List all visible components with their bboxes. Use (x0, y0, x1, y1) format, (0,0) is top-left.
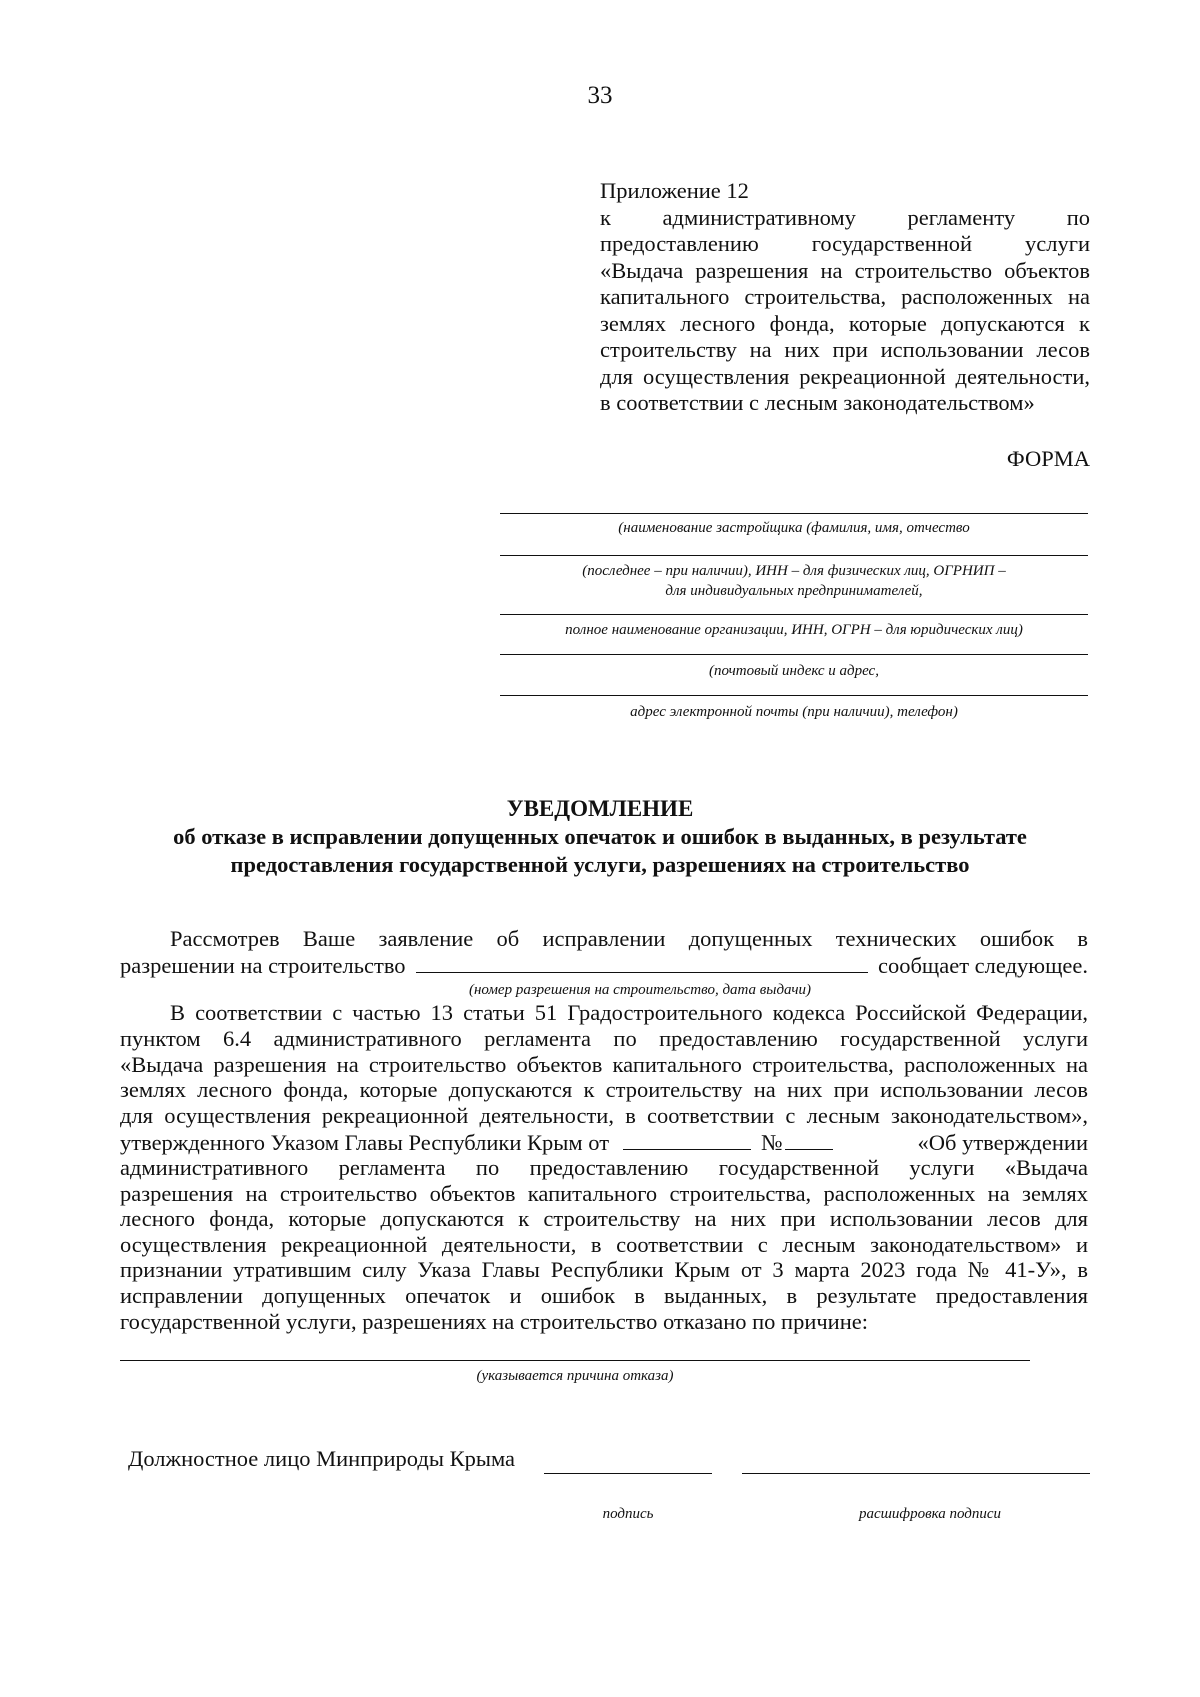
applicant-caption: (последнее – при наличии), ИНН – для физических лиц, ОГРНИП – (582, 563, 1006, 579)
reason-field[interactable] (120, 1360, 1030, 1361)
paragraph-text: осуществления рекреационной деятельности, в соответствии с лесным законодательством» и (120, 1231, 1088, 1257)
paragraph-text: административного регламента по предоставлению государственной услуги «Выдача (120, 1155, 1088, 1180)
decree-number-field[interactable] (785, 1129, 833, 1150)
paragraph-text: «Об утверждении (917, 1130, 1088, 1155)
paragraph-text: сообщает следующее. (877, 953, 1088, 978)
appendix-line: Приложение 12 (600, 178, 749, 203)
appendix-line: «Выдача разрешения на строительство объектов (600, 257, 1090, 283)
appendix-line: для осуществления рекреационной деятельности, (600, 363, 1090, 389)
title-subtitle: предоставления государственной услуги, разрешениях на строительство (230, 852, 970, 877)
applicant-line (500, 555, 1088, 556)
paragraph-text: пунктом 6.4 административного регламента по предоставлению государственной услуги (120, 1026, 1088, 1051)
appendix-line: к административному регламенту по (600, 204, 1090, 230)
reason-caption: (указывается причина отказа) (476, 1368, 674, 1384)
applicant-line (500, 654, 1088, 655)
applicant-line (500, 695, 1088, 696)
page-number: 33 (587, 82, 613, 109)
applicant-caption: адрес электронной почты (при наличии), телефон) (630, 704, 958, 720)
title-main: УВЕДОМЛЕНИЕ (506, 796, 694, 821)
paragraph-1-line (170, 926, 1088, 952)
paragraph-text: № (761, 1130, 783, 1155)
paragraph-text: Рассмотрев Ваше заявление об исправлении допущенных технических ошибок в (170, 926, 1088, 951)
document-title (100, 795, 1100, 879)
paragraph-text: лесного фонда, которые допускаются к строительству на них при использовании лесов для (120, 1206, 1088, 1232)
applicant-caption: для индивидуальных предпринимателей, (665, 583, 923, 599)
paragraph-2-decree-line (120, 1129, 1088, 1156)
permit-number-caption: (номер разрешения на строительство, дата выдачи) (468, 982, 812, 998)
permit-number-field[interactable] (416, 952, 868, 973)
signature-decode-field[interactable] (742, 1473, 1090, 1474)
paragraph-2-body (120, 1155, 1088, 1334)
decree-date-field[interactable] (623, 1129, 751, 1150)
applicant-caption: (наименование застройщика (фамилия, имя, отчество (618, 520, 970, 536)
appendix-line: землях лесного фонда, которые допускаются к (600, 310, 1090, 336)
paragraph-text: государственной услуги, разрешениях на строительство отказано по причине: (120, 1308, 868, 1334)
paragraph-text: признании утратившим силу Указа Главы Республики Крым от 3 марта 2023 года № 41-У», в (120, 1257, 1088, 1283)
paragraph-text: разрешения на строительство объектов капитального строительства, расположенных на землях (120, 1180, 1088, 1206)
signature-field[interactable] (544, 1473, 712, 1474)
paragraph-text: исправлении допущенных опечаток и ошибок в выданных, в результате предоставления (120, 1282, 1088, 1308)
paragraph-text: разрешении на строительство (120, 953, 406, 978)
signature-decode-caption: расшифровка подписи (858, 1506, 1002, 1522)
paragraph-1-line-2 (120, 952, 1088, 979)
paragraph-text: утвержденного Указом Главы Республики Крым от (120, 1130, 610, 1155)
paragraph-text: В соответствии с частью 13 статьи 51 Градостроительного кодекса Российской Федерации, (170, 1000, 1088, 1025)
applicant-caption: полное наименование организации, ИНН, ОГРН – для юридических лиц) (565, 622, 1023, 638)
paragraph-text: землях лесного фонда, которые допускаются к строительству на них при использовании лесов (120, 1077, 1088, 1103)
appendix-line: предоставлению государственной услуги (600, 231, 1090, 256)
applicant-name-line (500, 513, 1088, 514)
forma-label: ФОРМА (1006, 446, 1090, 471)
appendix-line: в соответствии с лесным законодательством» (600, 390, 1035, 415)
paragraph-text: «Выдача разрешения на строительство объектов капитального строительства, расположенных на (120, 1051, 1088, 1077)
title-subtitle: об отказе в исправлении допущенных опечаток и ошибок в выданных, в результате (173, 824, 1027, 849)
appendix-line: строительству на них при использовании лесов (600, 337, 1090, 362)
official-title: Должностное лицо Минприроды Крыма (128, 1446, 516, 1471)
paragraph-text: для осуществления рекреационной деятельности, в соответствии с лесным законодательством», (120, 1102, 1088, 1128)
paragraph-2-line (170, 1000, 1088, 1026)
applicant-line (500, 614, 1088, 615)
applicant-caption: (почтовый индекс и адрес, (709, 663, 879, 679)
signature-caption: подпись (602, 1506, 654, 1522)
appendix-line: капитального строительства, расположенных на (600, 284, 1090, 309)
appendix-header (600, 178, 1090, 417)
paragraph-2-body (120, 1026, 1088, 1128)
